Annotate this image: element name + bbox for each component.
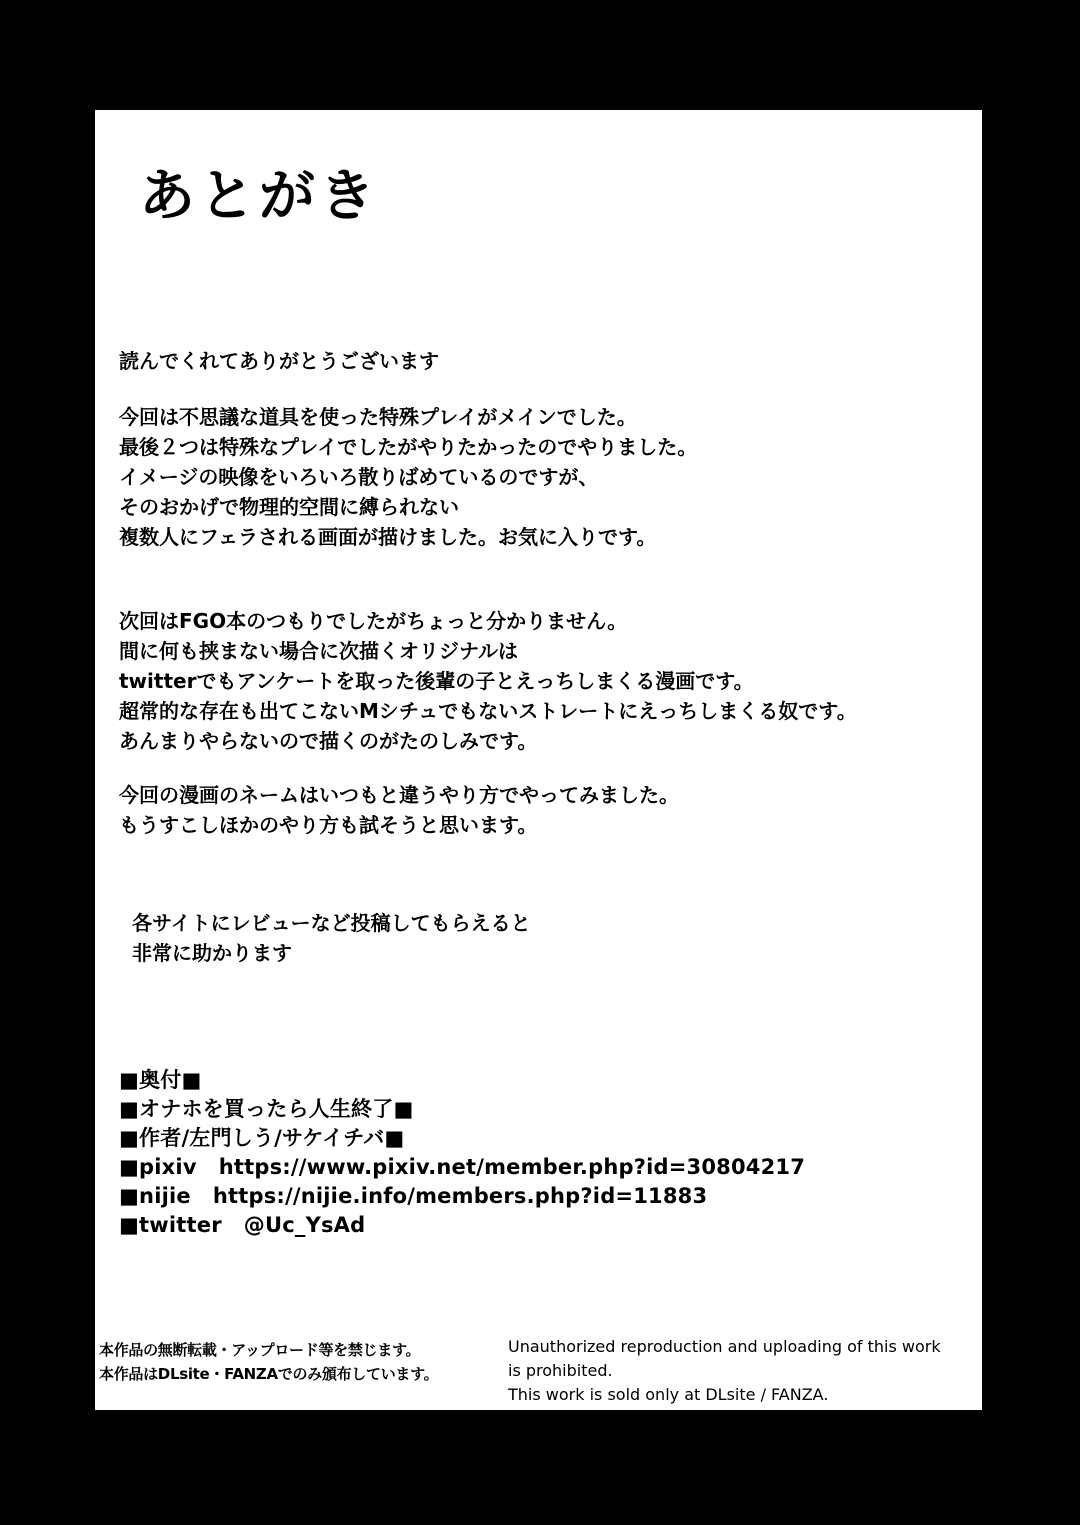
twitter-handle[interactable]: @Uc_YsAd xyxy=(243,1213,366,1237)
afterword-page xyxy=(95,110,982,1410)
colophon-nijie xyxy=(119,1182,805,1211)
paragraph-line: あんまりやらないので描くのがたのしみです。 xyxy=(119,729,538,753)
colophon-book-title: ■オナホを買ったら人生終了■ xyxy=(119,1097,414,1121)
paragraph-method xyxy=(119,780,679,840)
paragraph-line: もうすこしほかのやり方も試そうと思います。 xyxy=(119,813,538,837)
paragraph-line: 非常に助かります xyxy=(132,941,292,965)
colophon-pixiv xyxy=(119,1153,805,1182)
paragraph-line: イメージの映像をいろいろ散りばめているのですが、 xyxy=(119,465,599,489)
copyright-notice-english xyxy=(508,1335,941,1407)
pixiv-label: ■pixiv xyxy=(119,1155,197,1179)
notice-line: is prohibited. xyxy=(508,1361,613,1380)
paragraph-line: そのおかげで物理的空間に縛られない xyxy=(119,495,459,519)
paragraph-line: 複数人にフェラされる画面が描けました。お気に入りです。 xyxy=(119,525,657,549)
greeting-text: 読んでくれてありがとうございます xyxy=(119,349,439,373)
paragraph-line: 最後２つは特殊なプレイでしたがやりたかったのでやりました。 xyxy=(119,435,698,459)
paragraph-next-work xyxy=(119,606,857,756)
nijie-link[interactable]: https://nijie.info/members.php?id=11883 xyxy=(212,1184,708,1208)
paragraph-current-work xyxy=(119,402,697,552)
twitter-label: ■twitter xyxy=(119,1213,222,1237)
paragraph-line: 今回は不思議な道具を使った特殊プレイがメインでした。 xyxy=(119,405,637,429)
notice-line: Unauthorized reproduction and uploading of this work xyxy=(508,1337,941,1356)
notice-line: 本作品の無断転載・アップロード等を禁じます。 xyxy=(99,1341,421,1359)
paragraph-line: twitterでもアンケートを取った後輩の子とえっちしまくる漫画です。 xyxy=(119,669,754,693)
colophon-twitter xyxy=(119,1211,805,1240)
colophon-heading: ■奥付■ xyxy=(119,1068,202,1092)
paragraph-line: 超常的な存在も出てこないMシチュでもないストレートにえっちしまくる奴です。 xyxy=(119,699,857,723)
colophon xyxy=(119,1066,805,1240)
copyright-notice-japanese xyxy=(99,1338,438,1386)
nijie-label: ■nijie xyxy=(119,1184,191,1208)
colophon-author: ■作者/左門しう/サケイチバ■ xyxy=(119,1126,405,1150)
paragraph-line: 各サイトにレビューなど投稿してもらえると xyxy=(132,911,531,935)
notice-line: This work is sold only at DLsite / FANZA. xyxy=(508,1385,829,1404)
pixiv-link[interactable]: https://www.pixiv.net/member.php?id=30804217 xyxy=(218,1155,806,1179)
page-title: あとがき xyxy=(139,163,379,229)
review-request xyxy=(132,908,531,968)
paragraph-line: 間に何も挟まない場合に次描くオリジナルは xyxy=(119,639,518,663)
paragraph-line: 次回はFGO本のつもりでしたがちょっと分かりません。 xyxy=(119,609,628,633)
paragraph-line: 今回の漫画のネームはいつもと違うやり方でやってみました。 xyxy=(119,783,679,807)
notice-line: 本作品はDLsite・FANZAでのみ頒布しています。 xyxy=(99,1365,439,1383)
